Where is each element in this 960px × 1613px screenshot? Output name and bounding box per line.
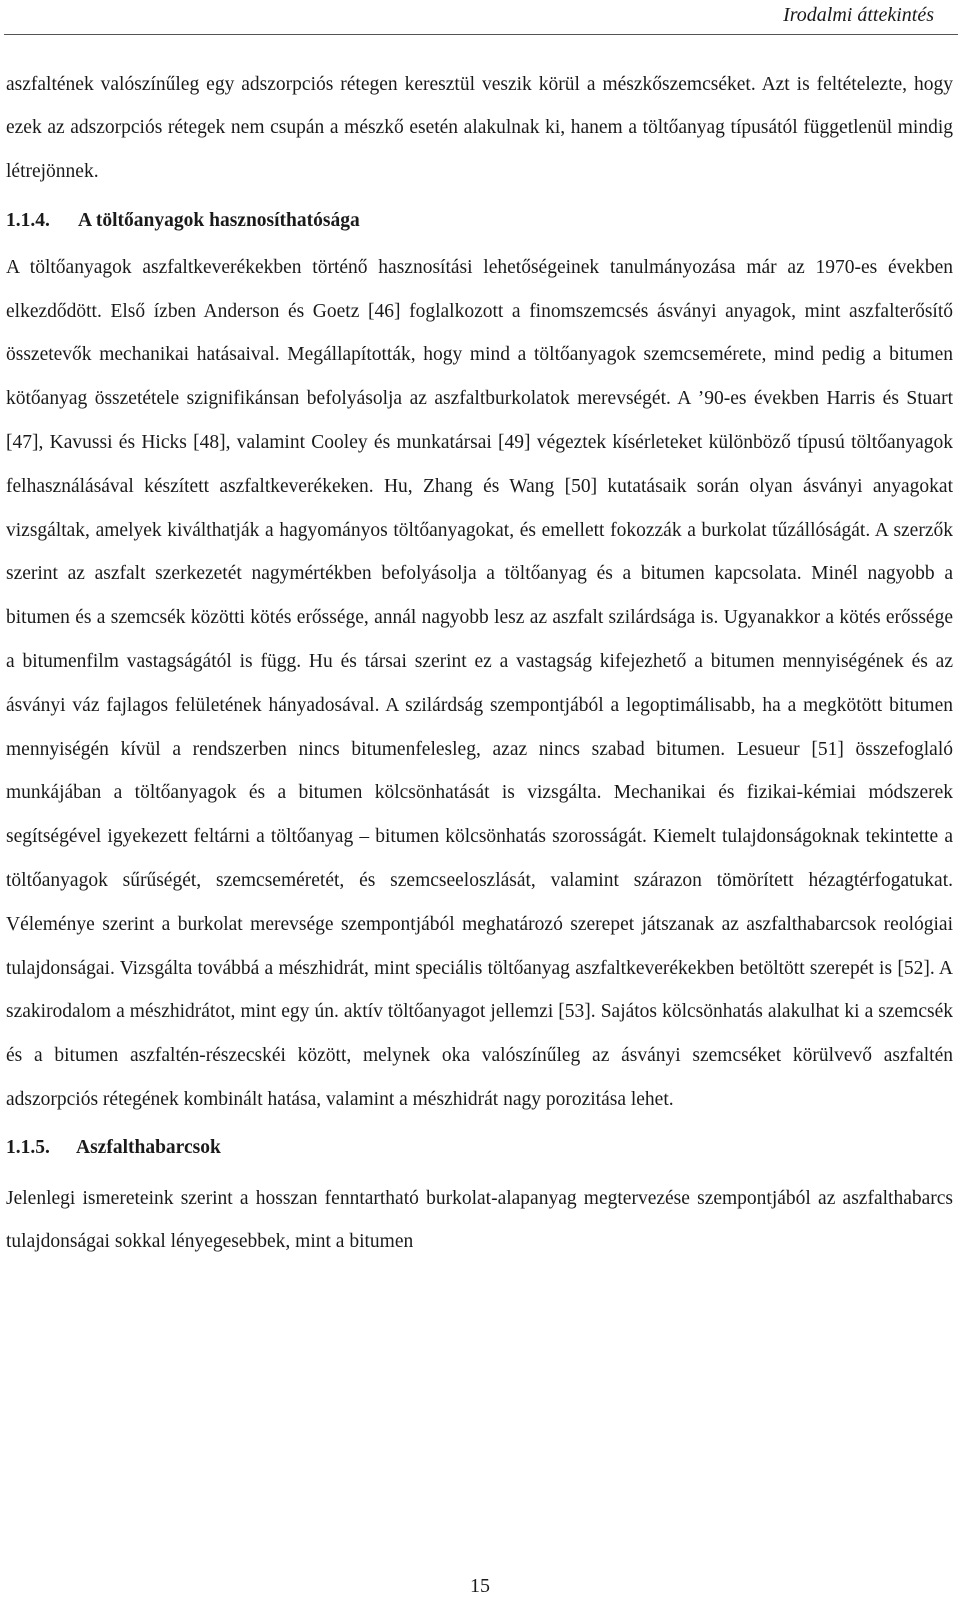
section-heading-1-1-5 xyxy=(6,1133,953,1163)
page-number: 15 xyxy=(470,1575,490,1597)
intro-paragraph: aszfaltének valószínűleg egy adszorpciós rétegen keresztül veszik körül a mészkőszemcséket. Azt is feltételezte, hogy ezek az adszorpciós rétegek nem csupán a mészkő esetén alakulnak ki, hanem a töltőanyag típusától függetlenül mindig létrejönnek. xyxy=(6,74,953,182)
running-header: Irodalmi áttekintés xyxy=(783,4,934,26)
section-heading-1-1-4 xyxy=(6,206,953,236)
section-paragraph-1-1-5: Jelenlegi ismereteink szerint a hosszan fenntartható burkolat-alapanyag megtervezése szempontjából az aszfalthabarcs tulajdonságai sokkal lényegesebbek, mint a bitumen xyxy=(6,1187,953,1253)
section-paragraph-1-1-4: A töltőanyagok aszfaltkeverékekben történő hasznosítási lehetőségeinek tanulmányozása már az 1970-es években elkezdődött. Első ízben Anderson és Goetz [46] foglalkozott a finomszemcsés ásványi anyagok, mint aszfalterősítő összetevők mechanikai hatásaival. Megállapították, hogy mind a töltőanyagok szemcsemérete, mind pedig a bitumen kötőanyag összetétele szignifikánsan befolyásolja az aszfaltburkolatok merevségét. A ’90-es években Harris és Stuart [47], Kavussi és Hicks [48], valamint Cooley és munkatársai [49] végeztek kísérleteket különböző típusú töltőanyagok felhasználásával készített aszfaltkeverékeken. Hu, Zhang és Wang [50] kutatásaik során olyan ásványi anyagokat vizsgáltak, amelyek kiválthatják a hagyományos töltőanyagokat, és emellett fokozzák a burkolat tűzállóságát. A szerzők szerint az aszfalt szerkezetét nagymértékben befolyásolja a töltőanyag és a bitumen kapcsolata. Minél nagyobb a bitumen és a szemcsék közötti kötés erőssége, annál nagyobb lesz az aszfalt szilárdsága is. Ugyanakkor a kötés erőssége a bitumenfilm vastagságától is függ. Hu és társai szerint ez a vastagság kifejezhető a bitumen mennyiségének és az ásványi váz fajlagos felületének hányadosával. A szilárdság szempontjából a legoptimálisabb, ha a megkötött bitumen mennyiségén kívül a rendszerben nincs bitumenfelesleg, azaz nincs szabad bitumen. Lesueur [51] összefoglaló munkájában a töltőanyagok és a bitumen kölcsönhatását is vizsgálta. Mechanikai és fizikai-kémiai módszerek segítségével igyekezett feltárni a töltőanyag – bitumen kölcsönhatás szorosságát. Kiemelt tulajdonságoknak tekintette a töltőanyagok sűrűségét, szemcseméretét, és szemcseeloszlását, valamint szárazon tömörített hézagtérfogatukat. Véleménye szerint a burkolat merevsége szempontjából meghatározó szerepet játszanak az aszfalthabarcsok reológiai tulajdonságai. Vizsgálta továbbá a mészhidrát, mint speciális töltőanyag aszfaltkeverékekben betöltött szerepét is [52]. A szakirodalom a mészhidrátot, mint egy ún. aktív töltőanyagot jellemzi [53]. Sajátos kölcsönhatás alakulhat ki a szemcsék és a bitumen aszfaltén-részecskéi között, melynek oka valószínűleg az ásványi szemcséket körülvevő aszfaltén adszorpciós rétegének kombinált hatása, valamint a mészhidrát nagy porozitása lehet. xyxy=(6,256,953,1111)
header-divider xyxy=(4,34,958,35)
section-number: 1.1.5. xyxy=(6,1136,50,1158)
section-title: A töltőanyagok hasznosíthatósága xyxy=(78,209,360,231)
section-number: 1.1.4. xyxy=(6,209,50,231)
document-body xyxy=(6,63,953,1264)
section-title: Aszfalthabarcsok xyxy=(76,1136,221,1158)
